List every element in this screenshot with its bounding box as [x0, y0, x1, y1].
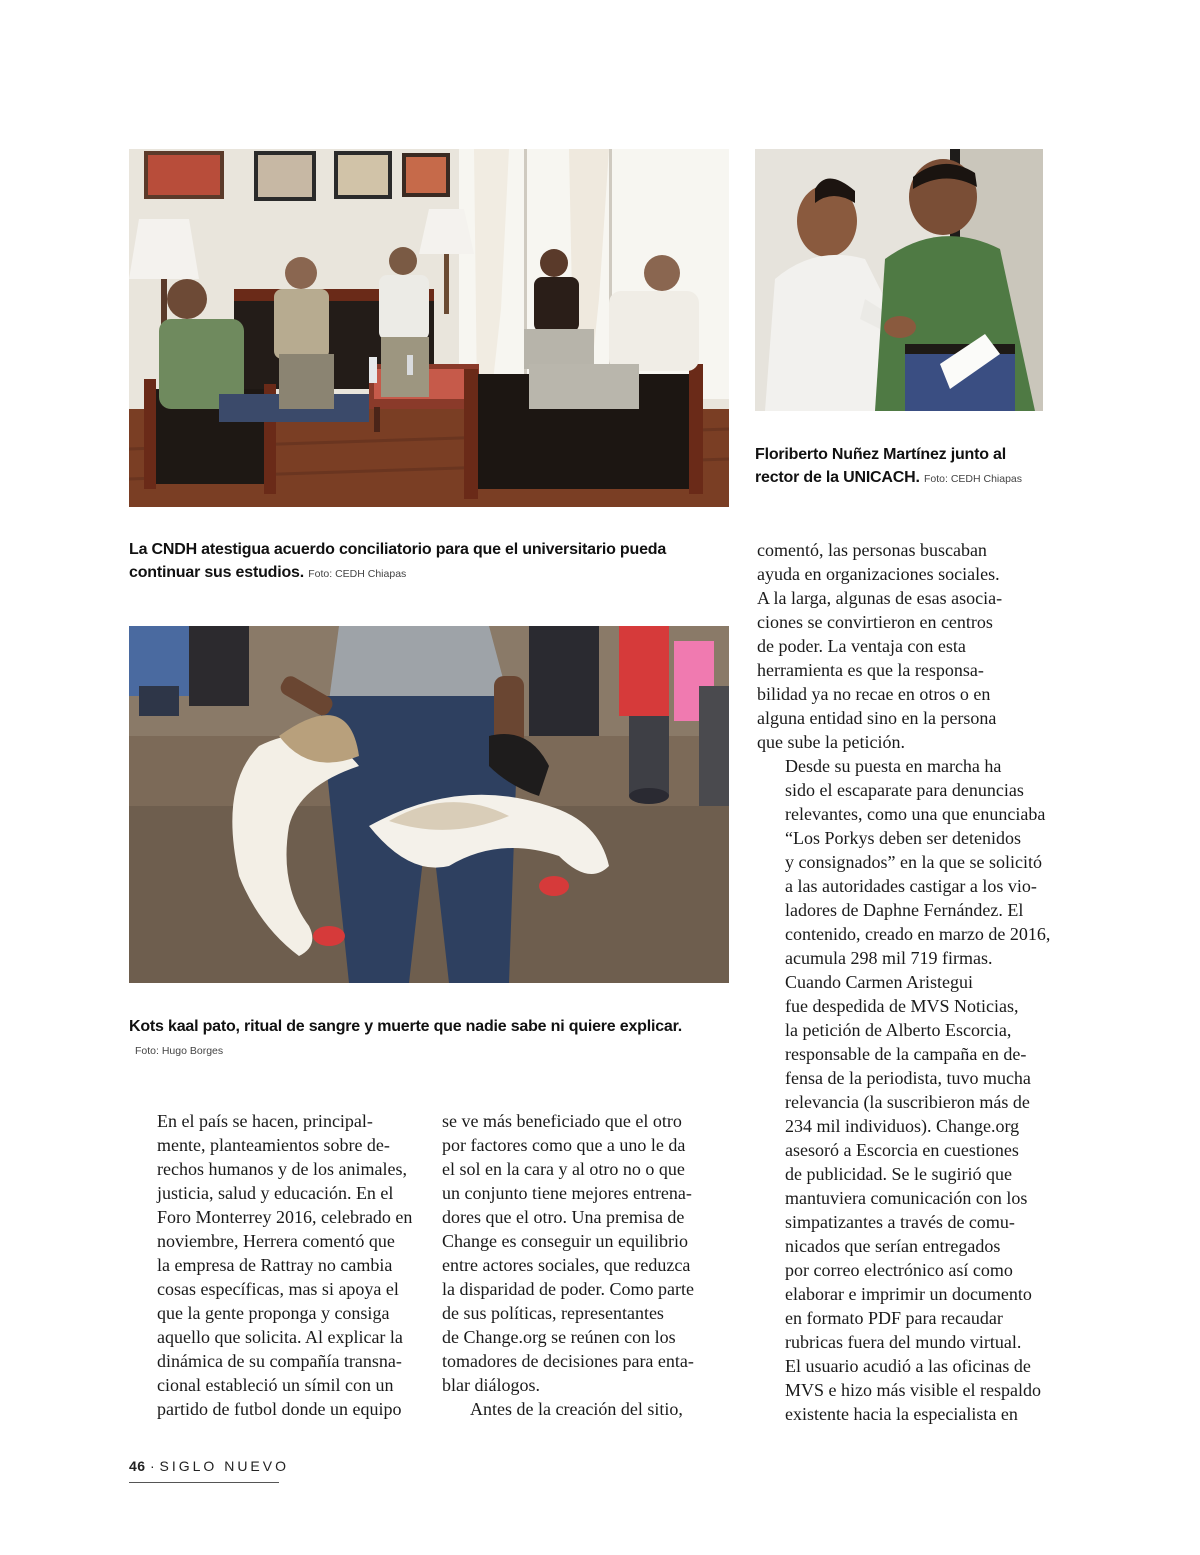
- text-line: rubricas fuera del mundo virtual.: [785, 1332, 1022, 1352]
- paragraph: [757, 538, 1057, 754]
- text-line: cosas específicas, mas si apoya el: [157, 1279, 399, 1299]
- text-line: la petición de Alberto Escorcia,: [785, 1020, 1012, 1040]
- text-line: bilidad ya no recae en otros o en: [757, 684, 991, 704]
- text-line: un conjunto tiene mejores entrena-: [442, 1183, 692, 1203]
- text-line: justicia, salud y educación. En el: [157, 1183, 394, 1203]
- text-line: dinámica de su compañía transna-: [157, 1351, 402, 1371]
- text-line: “Los Porkys deben ser detenidos: [785, 828, 1021, 848]
- text-line: tomadores de decisiones para enta-: [442, 1351, 694, 1371]
- text-line: Desde su puesta en marcha ha: [785, 756, 1002, 776]
- text-line: en formato PDF para recaudar: [785, 1308, 1003, 1328]
- text-line: partido de futbol donde un equipo: [157, 1399, 402, 1419]
- text-line: ladores de Daphne Fernández. El: [785, 900, 1024, 920]
- text-line: En el país se hacen, principal-: [157, 1111, 373, 1131]
- article-column-2: [442, 1109, 737, 1421]
- text-line: noviembre, Herrera comentó que: [157, 1231, 395, 1251]
- text-line: blar diálogos.: [442, 1375, 540, 1395]
- photo-credit: Foto: CEDH Chiapas: [308, 568, 407, 580]
- text-line: se ve más beneficiado que el otro: [442, 1111, 682, 1131]
- text-line: Cuando Carmen Aristegui: [785, 972, 973, 992]
- text-line: herramienta es que la responsa-: [757, 660, 984, 680]
- text-line: rechos humanos y de los animales,: [157, 1159, 407, 1179]
- text-line: Foro Monterrey 2016, celebrado en: [157, 1207, 413, 1227]
- text-line: el sol en la cara y al otro no o que: [442, 1159, 685, 1179]
- text-line: la disparidad de poder. Como parte: [442, 1279, 694, 1299]
- text-line: comentó, las personas buscaban: [757, 540, 987, 560]
- caption-ritual-text: Kots kaal pato, ritual de sangre y muerte que nadie sabe ni quiere explicar.: [129, 1018, 682, 1035]
- photo-credit: Foto: CEDH Chiapas: [923, 473, 1023, 485]
- caption-ritual: [129, 1015, 699, 1063]
- folio-rule: [129, 1482, 279, 1483]
- text-line: aquello que solicita. Al explicar la: [157, 1327, 403, 1347]
- text-line: por factores como que a uno le da: [442, 1135, 686, 1155]
- caption-handshake-text: Floriberto Nuñez Martínez junto al rector de la UNICACH.: [755, 446, 1006, 486]
- text-line: entre actores sociales, que reduzca: [442, 1255, 691, 1275]
- text-line: nicados que serían entregados: [785, 1236, 1001, 1256]
- text-line: de poder. La ventaja con esta: [757, 636, 966, 656]
- magazine-name: SIGLO NUEVO: [159, 1458, 289, 1474]
- text-line: que la gente proponga y consiga: [157, 1303, 390, 1323]
- text-line: acumula 298 mil 719 firmas.: [785, 948, 993, 968]
- caption-handshake: [755, 443, 1045, 491]
- text-line: sido el escaparate para denuncias: [785, 780, 1024, 800]
- text-line: y consignados” en la que se solicitó: [785, 852, 1042, 872]
- text-line: dores que el otro. Una premisa de: [442, 1207, 685, 1227]
- text-line: Antes de la creación del sitio,: [470, 1399, 683, 1419]
- paragraph: [757, 754, 1057, 970]
- page-number: 46: [129, 1458, 146, 1474]
- paragraph: [129, 1109, 424, 1421]
- text-line: Change es conseguir un equilibrio: [442, 1231, 688, 1251]
- text-line: contenido, creado en marzo de 2016,: [785, 924, 1051, 944]
- article-column-3: [757, 538, 1057, 1426]
- photo-credit: Foto: Hugo Borges: [135, 1045, 224, 1057]
- text-line: existente hacia la especialista en: [785, 1404, 1018, 1424]
- text-line: mente, planteamientos sobre de-: [157, 1135, 390, 1155]
- text-line: fensa de la periodista, tuvo mucha: [785, 1068, 1031, 1088]
- photo-ritual: [129, 626, 729, 983]
- text-line: ciones se convirtieron en centros: [757, 612, 993, 632]
- text-line: a las autoridades castigar a los vio-: [785, 876, 1037, 896]
- text-line: 234 mil individuos). Change.org: [785, 1116, 1020, 1136]
- text-line: de sus políticas, representantes: [442, 1303, 664, 1323]
- text-line: El usuario acudió a las oficinas de: [785, 1356, 1031, 1376]
- text-line: responsable de la campaña en de-: [785, 1044, 1027, 1064]
- photo-handshake: [755, 149, 1043, 411]
- caption-meeting: [129, 538, 729, 586]
- text-line: A la larga, algunas de esas asocia-: [757, 588, 1003, 608]
- text-line: de Change.org se reúnen con los: [442, 1327, 676, 1347]
- text-line: ayuda en organizaciones sociales.: [757, 564, 1000, 584]
- paragraph: [442, 1109, 737, 1397]
- text-line: simpatizantes a través de comu-: [785, 1212, 1015, 1232]
- caption-meeting-text: La CNDH atestigua acuerdo conciliatorio para que el universitario pueda continuar sus estudios.: [129, 541, 667, 581]
- text-line: que sube la petición.: [757, 732, 905, 752]
- article-column-1: [129, 1109, 424, 1421]
- text-line: relevantes, como una que enunciaba: [785, 804, 1046, 824]
- text-line: de publicidad. Se le sugirió que: [785, 1164, 1012, 1184]
- paragraph: [757, 970, 1057, 1426]
- paragraph: [442, 1397, 737, 1421]
- text-line: relevancia (la suscribieron más de: [785, 1092, 1030, 1112]
- text-line: MVS e hizo más visible el respaldo: [785, 1380, 1041, 1400]
- page-folio: [129, 1458, 289, 1474]
- text-line: elaborar e imprimir un documento: [785, 1284, 1032, 1304]
- photo-meeting-room: [129, 149, 729, 507]
- text-line: cional estableció un símil con un: [157, 1375, 394, 1395]
- folio-separator: ·: [149, 1458, 156, 1474]
- text-line: mantuviera comunicación con los: [785, 1188, 1028, 1208]
- text-line: alguna entidad sino en la persona: [757, 708, 997, 728]
- text-line: asesoró a Escorcia en cuestiones: [785, 1140, 1019, 1160]
- text-line: por correo electrónico así como: [785, 1260, 1013, 1280]
- text-line: la empresa de Rattray no cambia: [157, 1255, 393, 1275]
- text-line: fue despedida de MVS Noticias,: [785, 996, 1019, 1016]
